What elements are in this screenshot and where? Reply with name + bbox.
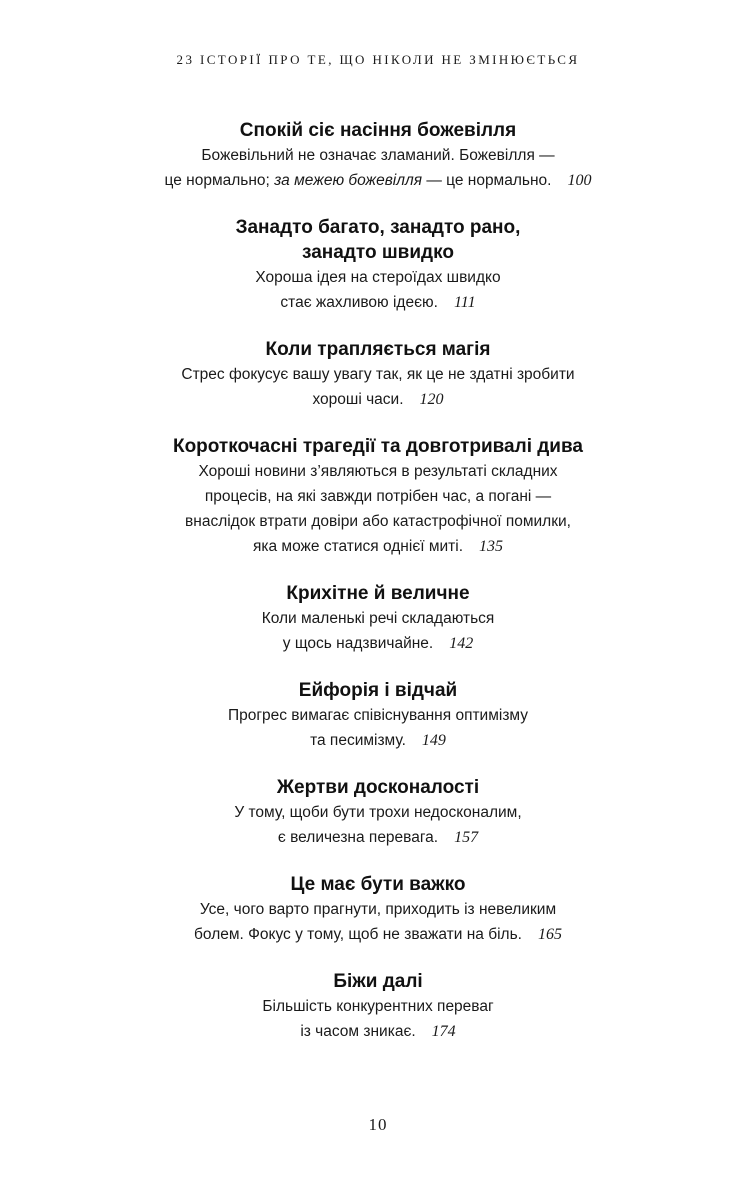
entry-title [98,872,658,897]
entry-desc-line: Більшість конкурентних переваг [262,998,494,1015]
entry-desc-line: Коли маленькі речі складаються [261,610,495,627]
entry-title-line: Біжи далі [333,971,423,992]
entry-title [98,118,658,143]
entry-description [98,994,658,1044]
desc-text: — це нормально. [422,172,552,189]
entry-title-line: Занадто багато, занадто рано, [235,217,521,238]
desc-text: яка може статися однієї миті. [252,538,463,555]
entry-desc-line: У тому, щоби бути трохи недосконалим, [234,804,522,821]
toc-entry [98,678,658,753]
page-number: 165 [537,926,562,943]
entry-desc-line: Божевільний не означає зламаний. Божевілля — [201,147,555,164]
entry-title-line: занадто швидко [302,242,454,263]
entry-desc-line [98,1019,658,1044]
entry-desc-line [98,387,658,412]
entry-desc-line [98,631,658,656]
entry-title [98,969,658,994]
desc-text: це нормально; [164,172,275,189]
page-number: 157 [454,829,479,846]
entry-description [98,703,658,753]
toc-entry [98,118,658,193]
desc-text: стає жахливою ідеєю. [280,294,438,311]
entry-title [98,215,658,265]
entry-description [98,143,658,193]
toc-entry [98,337,658,412]
entry-desc-line [98,825,658,850]
entry-title-line: Крихітне й величне [286,583,470,604]
table-of-contents [0,118,756,1066]
entry-desc-line: процесів, на які завжди потрібен час, а погані — [204,488,552,505]
toc-entry [98,872,658,947]
page-number: 111 [453,294,476,311]
toc-entry [98,434,658,559]
entry-description [98,459,658,559]
entry-title-line: Жертви досконалості [276,777,480,798]
entry-title [98,775,658,800]
running-header: 23 ІСТОРІЇ ПРО ТЕ, ЩО НІКОЛИ НЕ ЗМІНЮЄТЬСЯ [176,52,580,67]
entry-description [98,606,658,656]
entry-description [98,800,658,850]
entry-title [98,337,658,362]
entry-title [98,434,658,459]
entry-desc-line: внаслідок втрати довіри або катастрофічної помилки, [185,513,571,530]
desc-emphasis: за межею божевілля [274,172,423,189]
desc-text: є величезна перевага. [277,829,439,846]
entry-desc-line: Стрес фокусує вашу увагу так, як це не здатні зробити [181,366,575,383]
toc-entry [98,969,658,1044]
page-number: 174 [431,1023,456,1040]
entry-desc-line [98,168,658,193]
entry-desc-line [98,728,658,753]
entry-title [98,678,658,703]
desc-text: болем. Фокус у тому, щоб не зважати на біль. [194,926,522,943]
toc-entry [98,215,658,315]
entry-title-line: Ейфорія і відчай [298,680,458,701]
desc-text: та песимізму. [310,732,406,749]
desc-text: хороші часи. [312,391,404,408]
entry-description [98,362,658,412]
entry-desc-line: Хороші новини з’являються в результаті складних [198,463,558,480]
desc-text: із часом зникає. [300,1023,416,1040]
toc-entry [98,775,658,850]
entry-title-line: Спокій сіє насіння божевілля [239,120,517,141]
entry-desc-line [98,534,658,559]
entry-title-line: Коли трапляється магія [265,339,491,360]
page-number: 142 [449,635,474,652]
entry-title-line: Це має бути важко [290,874,466,895]
entry-title [98,581,658,606]
page-number: 100 [567,172,592,189]
entry-description [98,897,658,947]
entry-title-line: Короткочасні трагедії та довготривалі дива [172,436,583,457]
page-number: 149 [421,732,446,749]
entry-desc-line: Хороша ідея на стероїдах швидко [255,269,501,286]
entry-desc-line [98,290,658,315]
entry-desc-line: Прогрес вимагає співіснування оптимізму [227,707,529,724]
toc-entry [98,581,658,656]
entry-desc-line: Усе, чого варто прагнути, приходить із невеликим [199,901,557,918]
page-number: 120 [419,391,444,408]
desc-text: у щось надзвичайне. [282,635,434,652]
entry-description [98,265,658,315]
page-number: 135 [479,538,503,555]
entry-desc-line [98,922,658,947]
page-folio: 10 [368,1115,388,1134]
